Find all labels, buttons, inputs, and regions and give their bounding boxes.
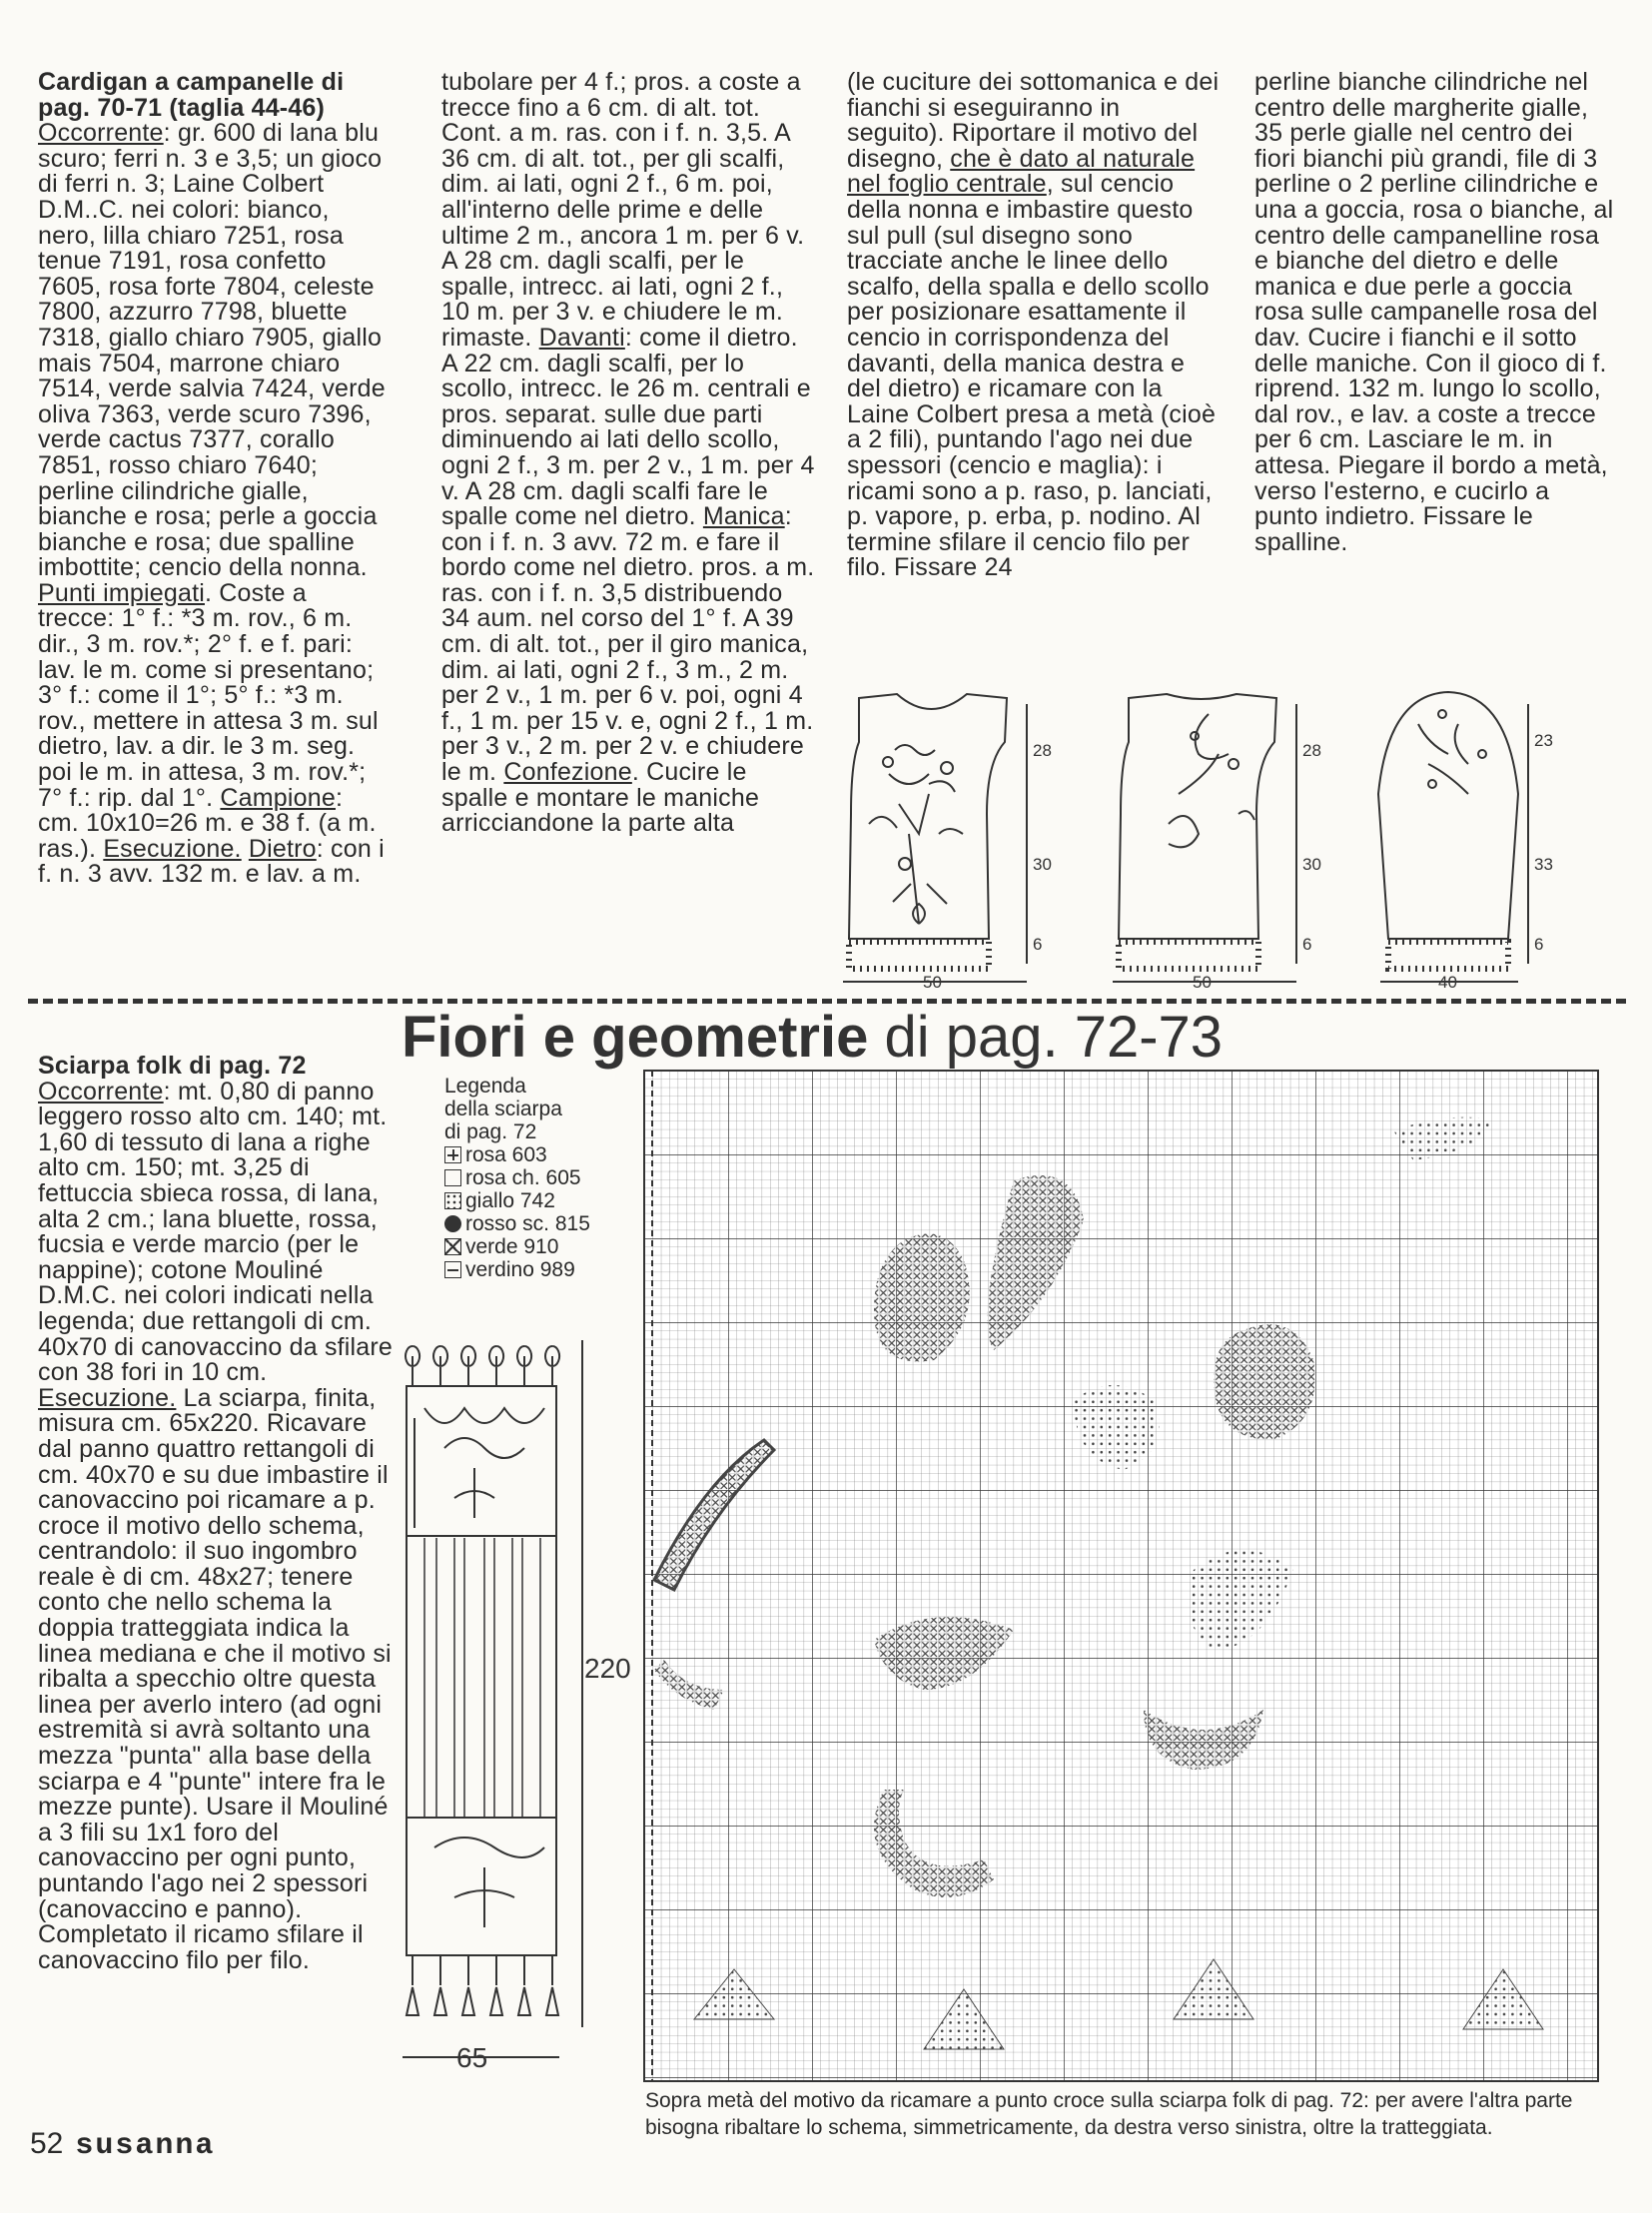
front-height-30: 30 bbox=[1033, 855, 1052, 874]
legend-label: verdino 989 bbox=[465, 1258, 575, 1281]
legend-item bbox=[444, 1143, 654, 1166]
manica-text: : con i f. n. 3 avv. 72 m. e fare il bordo come nel dietro. pros. a m. ras. con i f. n. 3,5 distribuendo 34 aum. nel corso del 1° f. A 39 cm. di alt. tot., per il giro manica, dim. ai lati, ogni 2 f., 3 m., 2 m. per 2 v., 1 m. per 6 v. poi, ogni 4 f., 1 m. per 15 v. e, ogni 2 f., 1 m. per 3 v., 2 m. per 2 v. e chiudere le m. bbox=[441, 502, 815, 787]
col3-text-b: , sul cencio della nonna e imbastire questo sul pull (sul disegno sono tracciate anche le linee dello scalfo, della spalla e dello scollo per posizionare esattamente il cencio in corrispondenza del davanti, della manica destra e del dietro) e ricamare con la Laine Colbert presa a metà (cioè a 2 fili), puntando l'ago nei due spessori (cencio e maglia): i ricami sono a p. raso, p. lanciati, p. vapore, p. erba, p. nodino. Al termine sfilare il cencio filo per filo. Fissare 24 bbox=[847, 170, 1217, 582]
legend-label: rosso sc. 815 bbox=[465, 1212, 590, 1235]
legend-item bbox=[444, 1258, 654, 1281]
legend-item bbox=[444, 1212, 654, 1235]
front-width-50: 50 bbox=[923, 973, 942, 992]
section-title bbox=[402, 1003, 1223, 1073]
back-height-30: 30 bbox=[1302, 855, 1321, 874]
legend-label: verde 910 bbox=[465, 1235, 559, 1258]
davanti-text: : come il dietro. A 22 cm. dagli scalfi, per lo scollo, intrecc. le 26 m. centrali e pros. separat. sulle due parti diminuendo ai lati dello scollo, ogni 2 f., 3 m. per 2 v., 1 m. per 4 v. A 28 cm. dagli scalfi fare le spalle come nel dietro. bbox=[441, 323, 815, 531]
dietro-label: Dietro bbox=[248, 834, 317, 863]
col3-text-a: (le cuciture dei sottomanica e dei fianchi si eseguiranno in seguito). Riportare il motivo del disegno, bbox=[847, 68, 1220, 173]
legend-title-3: di pag. 72 bbox=[444, 1120, 537, 1143]
section-title-rest: di pag. 72-73 bbox=[868, 1005, 1224, 1070]
dash-symbol-icon bbox=[444, 1261, 461, 1278]
front-height-28: 28 bbox=[1033, 741, 1052, 760]
cardigan-instructions-2 bbox=[441, 70, 816, 837]
scarf-height-220: 220 bbox=[584, 1653, 631, 1684]
legend-item bbox=[444, 1189, 654, 1212]
page-number: 52 bbox=[30, 2127, 64, 2160]
cardigan-column-4 bbox=[1254, 70, 1616, 555]
legend-label: giallo 742 bbox=[465, 1189, 555, 1212]
cardigan-materials bbox=[38, 121, 390, 888]
chart-caption: Sopra metà del motivo da ricamare a punto croce sulla sciarpa folk di pag. 72: per avere l'altra parte bisogna ribaltare lo schema, simmetricamente, da destra verso sinistra, oltre la tratteggiata. bbox=[645, 2089, 1573, 2139]
occorrente-label: Occorrente bbox=[38, 119, 164, 148]
col4-text: perline bianche cilindriche nel centro delle margherite gialle, 35 perle gialle nel centro dei fiori bianchi più grandi, file di 3 perline o 2 perline cilindriche e una a goccia, rosa o bianche, al centro delle campanelline rosa e bianche del dietro e delle manica e due perle a goccia rosa sulle campanelle rosa del dav. Cucire i fianchi e il sotto delle maniche. Con il gioco di f. riprend. 132 m. lungo lo scollo, dal rov., e lav. a coste a trecce per 6 cm. Lasciare le m. in attesa. Piegare il bordo a metà, verso l'esterno, e cucirlo a punto indietro. Fissare le spalline. bbox=[1254, 68, 1614, 556]
cardigan-title: Cardigan a campanelle di pag. 70-71 (taglia 44-46) bbox=[38, 68, 345, 122]
scarf-esecuzione-text: La sciarpa, finita, misura cm. 65x220. Ricavare dal panno quattro rettangoli di cm. 40x70 e su due imbastire il canovaccino poi ricamare a p. croce il motivo dello schema, centrandolo: il suo ingombro reale è di cm. 48x27; tenere conto che nello schema la doppia tratteggiata indica la linea mediana e che il motivo si ribalta a specchio oltre questa linea per averlo intero (ad ogni estremità si avrà soltanto una mezza "punta" alla base della sciarpa e 4 "punte" intere fra le mezze punte). Usare il Mouliné a 3 fili su 1x1 foro del canovaccino per ogni punto, puntando l'ago nei 2 spessori (canovaccino e panno). Completato il ricamo sfilare il canovaccino filo per filo. bbox=[38, 1383, 392, 1974]
scarf-instructions bbox=[38, 1077, 400, 1974]
legend-title-2: della sciarpa bbox=[444, 1098, 562, 1120]
sleeve-height-23: 23 bbox=[1534, 731, 1553, 750]
scarf-width-65: 65 bbox=[456, 2042, 488, 2073]
section-title-bold: Fiori e geometrie bbox=[402, 1005, 869, 1070]
cardigan-column-3 bbox=[847, 70, 1225, 581]
manica-label: Manica bbox=[702, 502, 785, 531]
cardigan-column-1 bbox=[38, 70, 390, 888]
sleeve-width-40: 40 bbox=[1438, 973, 1457, 992]
scarf-title: Sciarpa folk di pag. 72 bbox=[38, 1052, 307, 1080]
cardigan-instructions-3 bbox=[847, 70, 1225, 581]
dots-symbol-icon bbox=[444, 1192, 461, 1209]
scarf-occorrente-label: Occorrente bbox=[38, 1077, 164, 1106]
front-height-6: 6 bbox=[1033, 935, 1043, 954]
back-height-28: 28 bbox=[1302, 741, 1321, 760]
scarf-column bbox=[38, 1054, 400, 1973]
back-piece-diagram bbox=[1119, 694, 1296, 969]
davanti-label: Davanti bbox=[538, 323, 625, 352]
cardigan-column-2 bbox=[441, 70, 816, 837]
scarf-esecuzione-label: Esecuzione. bbox=[38, 1383, 177, 1412]
scarf-diagram bbox=[385, 1328, 631, 2082]
scarf-occorrente-text: : mt. 0,80 di panno leggero rosso alto cm. 140; mt. 1,60 di tessuto di lana a righe alto cm. 150; mt. 3,25 di fettuccia sbieca rossa, di lana, alta 2 cm.; lana bluette, rossa, fucsia e verde marcio (per le nappine); cotone Mouliné D.M.C. nei colori indicati nella legenda; due rettangoli di cm. 40x70 di canovaccino da sfilare con 38 fori in 10 cm. bbox=[38, 1077, 394, 1387]
campione-label: Campione bbox=[220, 783, 336, 812]
chart-legend bbox=[444, 1075, 654, 1281]
sleeve-height-6: 6 bbox=[1534, 935, 1544, 954]
cross-symbol-icon bbox=[444, 1238, 461, 1255]
confezione-text: . Cucire le spalle e montare le maniche arricciandone la parte alta bbox=[441, 758, 760, 838]
cross-stitch-chart bbox=[644, 1071, 1598, 2081]
punti-text: . Coste a trecce: 1° f.: *3 m. rov., 6 m. dir., 3 m. rov.*; 2° f. e f. pari: lav. le m. come si presentano; 3° f.: come il 1°; 5° f.: *3 m. rov., mettere in attesa 3 m. sul dietro, lav. a dir. le 3 m. seg. poi le m. in attesa, 3 m. rov.*; 7° f.: rip. dal 1°. bbox=[38, 578, 379, 812]
garment-schematics bbox=[829, 684, 1628, 992]
esecuzione-label: Esecuzione. bbox=[103, 834, 242, 863]
legend-label: rosa 603 bbox=[465, 1143, 547, 1166]
legend-title-1: Legenda bbox=[444, 1075, 526, 1098]
punti-label: Punti impiegati bbox=[38, 578, 205, 607]
legend-item bbox=[444, 1166, 654, 1189]
page-footer bbox=[30, 2127, 215, 2163]
magazine-brand: susanna bbox=[75, 2129, 216, 2163]
filled-circle-symbol-icon bbox=[444, 1215, 461, 1232]
legend-label: rosa ch. 605 bbox=[465, 1166, 581, 1189]
central-sheet-reference: che è dato al naturale nel foglio centrale bbox=[847, 144, 1196, 199]
legend-item bbox=[444, 1235, 654, 1258]
confezione-label: Confezione bbox=[503, 758, 632, 787]
sleeve-height-33: 33 bbox=[1534, 855, 1553, 874]
back-height-6: 6 bbox=[1302, 935, 1312, 954]
back-width-50: 50 bbox=[1193, 973, 1212, 992]
empty-symbol-icon bbox=[444, 1169, 461, 1186]
sleeve-diagram bbox=[1378, 692, 1528, 969]
esecuzione-text: : con i f. n. 3 avv. 132 m. e lav. a m. bbox=[38, 834, 385, 889]
plus-symbol-icon bbox=[444, 1146, 461, 1163]
front-piece-diagram bbox=[849, 694, 1027, 969]
campione-text: : cm. 10x10=26 m. e 38 f. (a m. ras.). bbox=[38, 783, 377, 863]
occorrente-text: : gr. 600 di lana blu scuro; ferri n. 3 e 3,5; un gioco di ferri n. 3; Laine Colbert D.M..C. nei colori: bianco, nero, lilla chiaro 7251, rosa tenue 7191, rosa confetto 7605, rosa forte 7804, celeste 7800, azzurro 7798, bluette 7318, giallo chiaro 7905, giallo mais 7504, marrone chiaro 7514, verde salvia 7424, verde oliva 7363, verde scuro 7396, verde cactus 7377, corallo 7851, rosso chiaro 7640; perline cilindriche gialle, bianche e rosa; perle a goccia bianche e rosa; due spalline imbottite; cencio della nonna. bbox=[38, 119, 386, 582]
dietro-text: tubolare per 4 f.; pros. a coste a trecce fino a 6 cm. di alt. tot. Cont. a m. ras. con i f. n. 3,5. A 36 cm. di alt. tot., per gli scalfi, dim. ai lati, ogni 2 f., 6 m. poi, all'interno delle prime e delle ultime 2 m., ancora 1 m. per 6 v. A 28 cm. dagli scalfi, per le spalle, intrecc. ai lati, ogni 2 f., 10 m. per 3 v. e chiudere le m. rimaste. bbox=[441, 68, 805, 352]
